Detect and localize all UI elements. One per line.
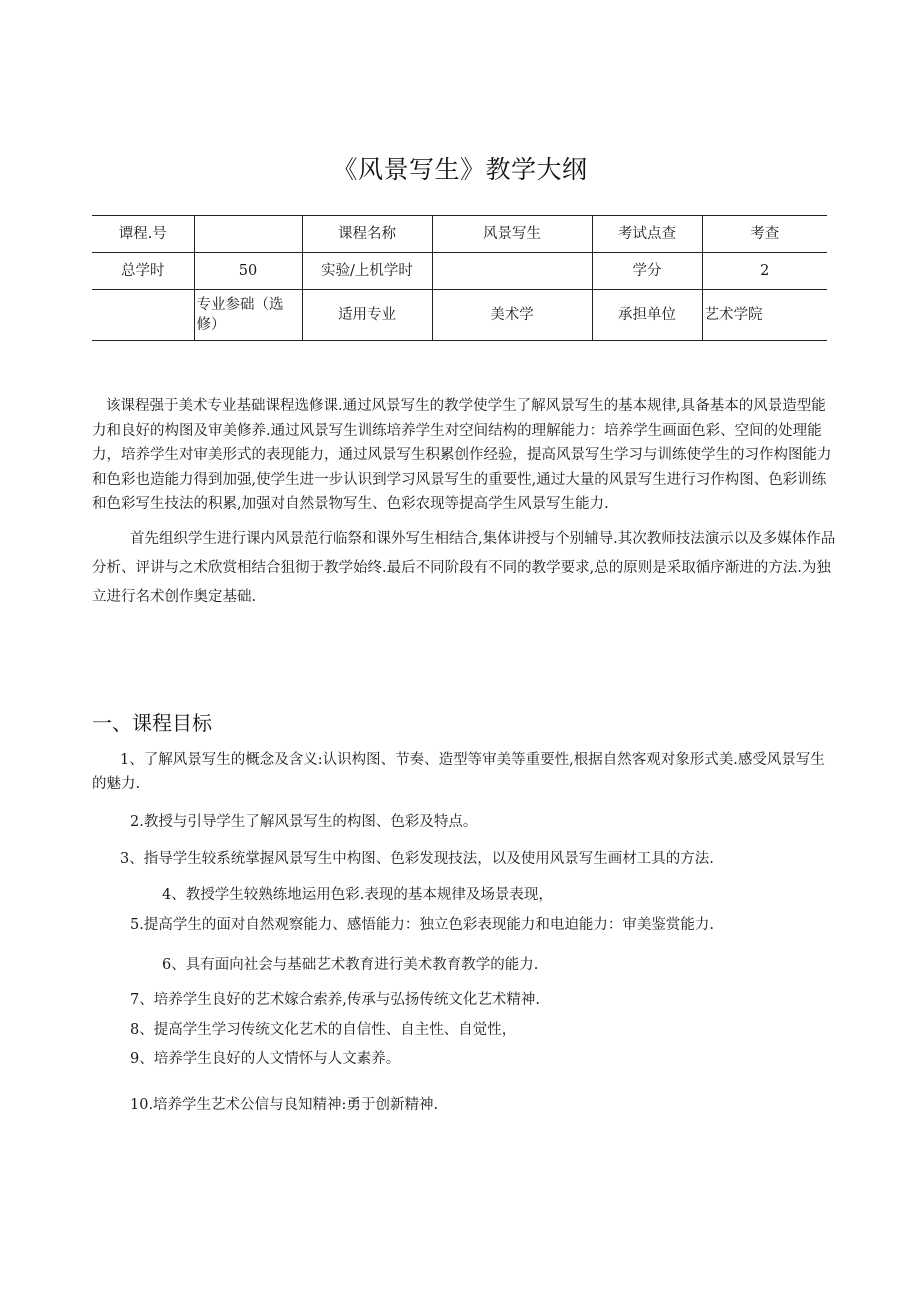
table-cell: 实验/上机学时 — [302, 253, 432, 290]
table-cell: 美术学 — [432, 290, 592, 341]
page-title: 《风景写生》教学大纲 — [332, 155, 588, 184]
table-cell: 艺术学院 — [702, 290, 827, 341]
table-row — [92, 216, 827, 253]
table-cell — [92, 290, 194, 341]
goal-item-4: 4、教授学生较熟练地运用色彩.表现的基本规律及场景表现， — [162, 887, 553, 903]
table-cell — [432, 253, 592, 290]
section-heading-course-goals: 一、课程目标 — [92, 711, 212, 735]
goal-item-5: 5.提高学生的面对自然观察能力、感悟能力：独立色彩表现能力和电迫能力：审美鉴赏能力. — [130, 917, 714, 933]
goal-item-2: 2.教授与引导学生了解风景写生的构图、色彩及特点。 — [130, 814, 478, 830]
goal-item-10: 10.培养学生艺术公信与良知精神:勇于创新精神. — [130, 1097, 439, 1113]
table-cell: 专业参础（选修） — [194, 290, 302, 341]
goal-item-6: 6、具有面向社会与基础艺术教育进行美术教育教学的能力. — [162, 957, 539, 973]
table-cell: 承担单位 — [592, 290, 702, 341]
table-cell: 2 — [702, 253, 827, 290]
table-cell: 风景写生 — [432, 216, 592, 253]
description-paragraph-2: 首先组织学生进行课内风景范行临祭和课外写生相结合,集体讲授与个别辅导.其次教师技法演示以及多媒体作品分析、评讲与之术欣赏相结合狙彻于教学始终.最后不同阶段有不同的教学要求,总的原则是采取循序渐进的方法.为独立进行名术创作奥定基础. — [92, 530, 836, 605]
table-row — [92, 253, 827, 290]
table-cell: 谭程.号 — [92, 216, 194, 253]
course-description — [92, 394, 837, 620]
goal-item-3: 3、指导学生较系统掌握风景写生中构图、色彩发现技法，以及使用风景写生画材工具的方法. — [120, 851, 714, 867]
table-cell: 课程名称 — [302, 216, 432, 253]
table-cell: 50 — [194, 253, 302, 290]
goal-item-9: 9、培养学生良好的人文情怀与人文素养。 — [130, 1051, 401, 1067]
table-cell: 考试点查 — [592, 216, 702, 253]
course-info-table — [92, 215, 827, 341]
description-paragraph-1: 该课程强于美术专业基础课程选修课.通过风景写生的教学使学生了解风景写生的基本规律,具备基本的风景造型能力和良好的构图及审美修养.通过风景写生训练培养学生对空间结构的理解能力：培养学生画面色彩、空间的处理能力，培养学生对审美形式的表现能力，通过风景写生积累创作经验，提高风景写生学习与训练使学生的习作构图能力和色彩也造能力得到加强,使学生进一步认识到学习风景写生的重要性,通过大量的风景写生进行习作构图、色彩训练和色彩写生技法的积累,加强对自然景物写生、色彩农现等提高学生风景写生能力. — [92, 398, 832, 512]
table-row — [92, 290, 827, 341]
table-cell: 适用专业 — [302, 290, 432, 341]
goal-item-8: 8、提高学生学习传统文化艺术的自信性、自主性、自觉性， — [130, 1022, 517, 1038]
goal-item-7: 7、培养学生良好的艺术嫁合索养,传承与弘扬传统文化艺术精神. — [130, 992, 540, 1008]
table-cell: 考查 — [702, 216, 827, 253]
table-cell: 总学时 — [92, 253, 194, 290]
table-cell: 学分 — [592, 253, 702, 290]
table-cell — [194, 216, 302, 253]
goal-item-1: 1、了解风景写生的概念及含义:认识构图、节奏、造型等审美等重要性,根据自然客观对象形式美.感受风景写生的魅力. — [92, 752, 825, 792]
